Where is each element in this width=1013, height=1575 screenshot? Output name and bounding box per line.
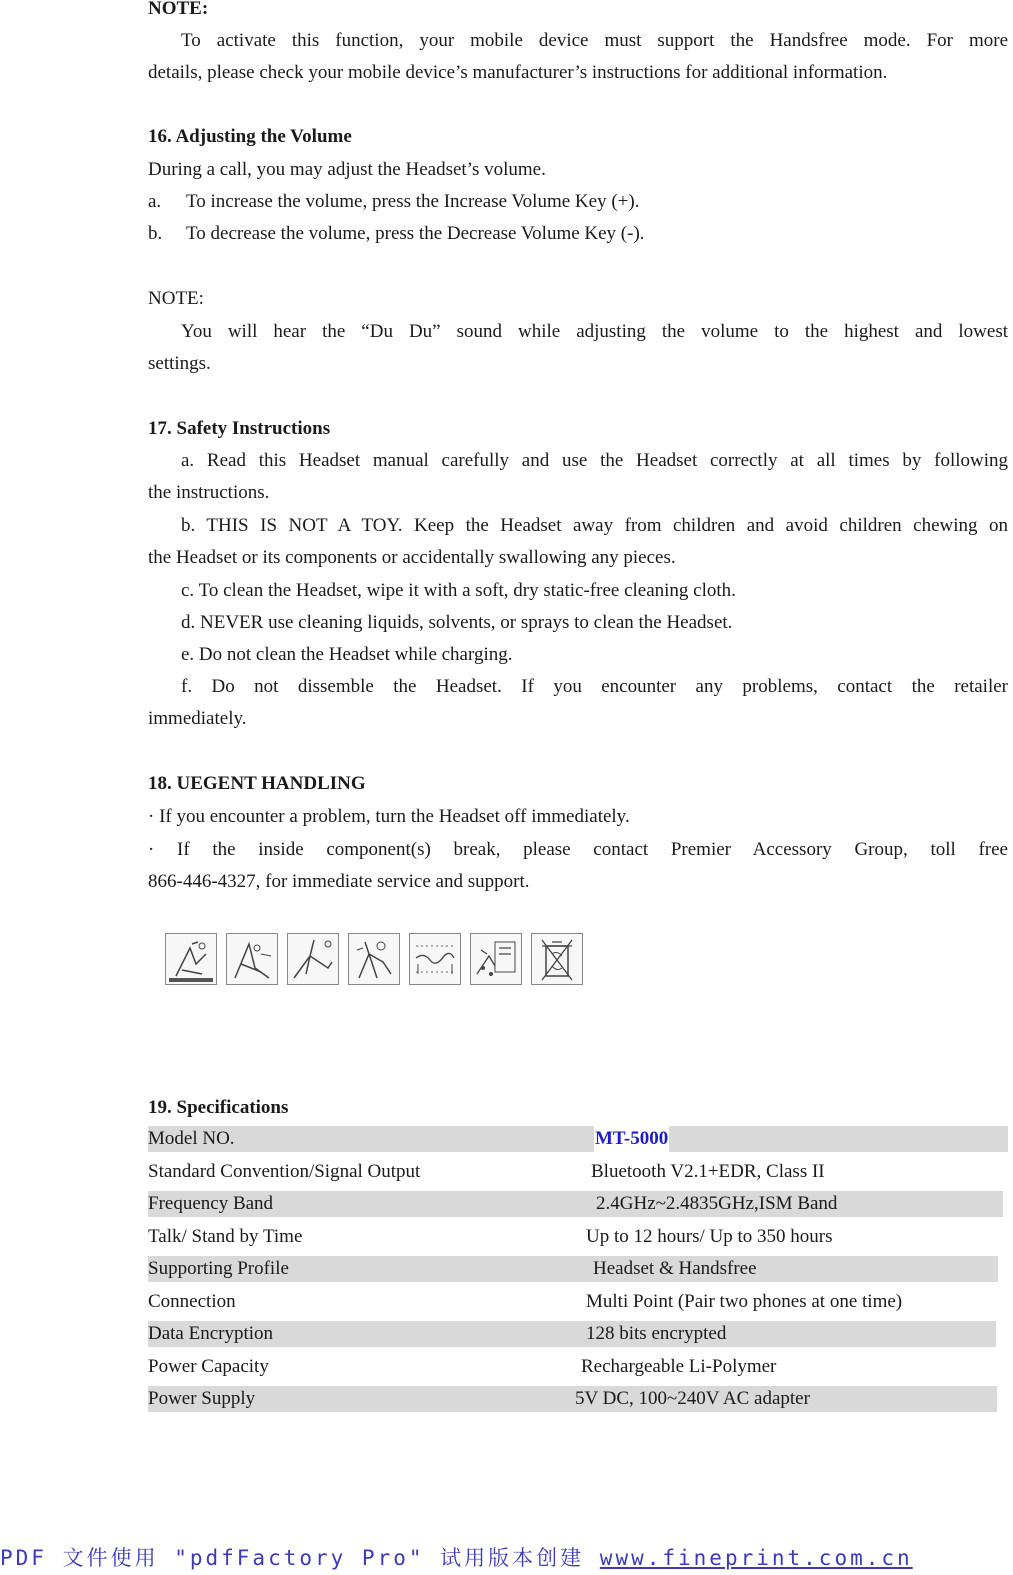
- list-text: To increase the volume, press the Increase Volume Key (+).: [186, 191, 640, 212]
- spec-value: 128 bits encrypted: [586, 1323, 727, 1344]
- section-17-heading: 17. Safety Instructions: [148, 418, 331, 439]
- safety-f-line-1: f. Do not dissemble the Headset. If you encounter any problems, contact the retailer: [181, 676, 1008, 697]
- warning-pictogram-icon: [226, 933, 278, 985]
- spec-row: [148, 1191, 1003, 1217]
- spec-label: Standard Convention/Signal Output: [148, 1161, 421, 1182]
- safety-a-line-2: the instructions.: [148, 482, 270, 503]
- section-16-heading: 16. Adjusting the Volume: [148, 126, 352, 147]
- safety-f-line-2: immediately.: [148, 708, 247, 729]
- spec-value: Headset & Handsfree: [593, 1258, 757, 1279]
- spec-value: Multi Point (Pair two phones at one time): [586, 1291, 903, 1312]
- list-marker: a.: [148, 191, 162, 212]
- safety-a-line-1: a. Read this Headset manual carefully and use the Headset correctly at all times by following: [181, 450, 1008, 471]
- safety-b-line-2: the Headset or its components or accidentally swallowing any pieces.: [148, 547, 676, 568]
- safety-c: c. To clean the Headset, wipe it with a soft, dry static-free cleaning cloth.: [181, 580, 736, 601]
- spec-row: [148, 1386, 997, 1412]
- urgent-p1: · If you encounter a problem, turn the Headset off immediately.: [148, 806, 630, 827]
- spec-label: Model NO.: [148, 1128, 235, 1149]
- section-18-heading: 18. UEGENT HANDLING: [148, 773, 366, 794]
- spec-label: Talk/ Stand by Time: [148, 1226, 303, 1247]
- warning-pictogram-icon: [409, 933, 461, 985]
- list-text: To decrease the volume, press the Decrease Volume Key (-).: [186, 223, 645, 244]
- safety-b-line-1: b. THIS IS NOT A TOY. Keep the Headset away from children and avoid children chewing on: [181, 515, 1008, 536]
- spec-label: Frequency Band: [148, 1193, 274, 1214]
- spec-label: Connection: [148, 1291, 236, 1312]
- spec-value: Bluetooth V2.1+EDR, Class II: [591, 1161, 825, 1182]
- warning-pictogram-icon: [470, 933, 522, 985]
- footer-text: PDF 文件使用 "pdfFactory Pro" 试用版本创建: [0, 1546, 600, 1570]
- safety-d: d. NEVER use cleaning liquids, solvents, or sprays to clean the Headset.: [181, 612, 733, 633]
- spec-row: [148, 1321, 996, 1347]
- pdf-footer: [0, 1542, 913, 1572]
- urgent-p2-line-1: · If the inside component(s) break, please contact Premier Accessory Group, toll free: [148, 839, 1008, 860]
- section-16-intro: During a call, you may adjust the Headset’s volume.: [148, 159, 546, 180]
- recycle-bin-icon: [531, 933, 583, 985]
- warning-pictogram-icon: [348, 933, 400, 985]
- spec-value: Up to 12 hours/ Up to 350 hours: [586, 1226, 833, 1247]
- footer-link[interactable]: www.fineprint.com.cn: [599, 1546, 913, 1570]
- spec-label: Power Supply: [148, 1388, 256, 1409]
- spec-label: Power Capacity: [148, 1356, 269, 1377]
- spec-row: [148, 1289, 998, 1315]
- spec-label: Supporting Profile: [148, 1258, 289, 1279]
- list-marker: b.: [148, 223, 163, 244]
- note-line-1: To activate this function, your mobile device must support the Handsfree mode. For more: [181, 30, 1008, 51]
- note-heading: NOTE:: [148, 0, 209, 19]
- spec-row: [148, 1224, 1003, 1250]
- warning-pictogram-icon: [287, 933, 339, 985]
- list-item-b: [148, 222, 645, 246]
- warning-pictogram-icon: [165, 933, 217, 985]
- spec-value: 5V DC, 100~240V AC adapter: [575, 1388, 810, 1409]
- note-line-2: details, please check your mobile device’s manufacturer’s instructions for additional information.: [148, 62, 888, 83]
- urgent-p2-line-2: 866-446-4327, for immediate service and support.: [148, 871, 530, 892]
- spec-row: [148, 1354, 996, 1380]
- spec-value: Rechargeable Li-Polymer: [581, 1356, 777, 1377]
- section-16-note-line-1: You will hear the “Du Du” sound while adjusting the volume to the highest and lowest: [181, 321, 1008, 342]
- section-19-heading: 19. Specifications: [148, 1097, 289, 1118]
- spec-label: Data Encryption: [148, 1323, 274, 1344]
- spec-row: [148, 1159, 1008, 1185]
- spec-row: [148, 1256, 998, 1282]
- spec-value: 2.4GHz~2.4835GHz,ISM Band: [596, 1193, 838, 1214]
- section-16-note-heading: NOTE:: [148, 288, 204, 309]
- list-item-a: [148, 190, 640, 214]
- section-16-note-line-2: settings.: [148, 353, 211, 374]
- spec-row-model: [148, 1126, 1008, 1152]
- spec-value-model: MT-5000: [594, 1126, 669, 1152]
- safety-e: e. Do not clean the Headset while charging.: [181, 644, 513, 665]
